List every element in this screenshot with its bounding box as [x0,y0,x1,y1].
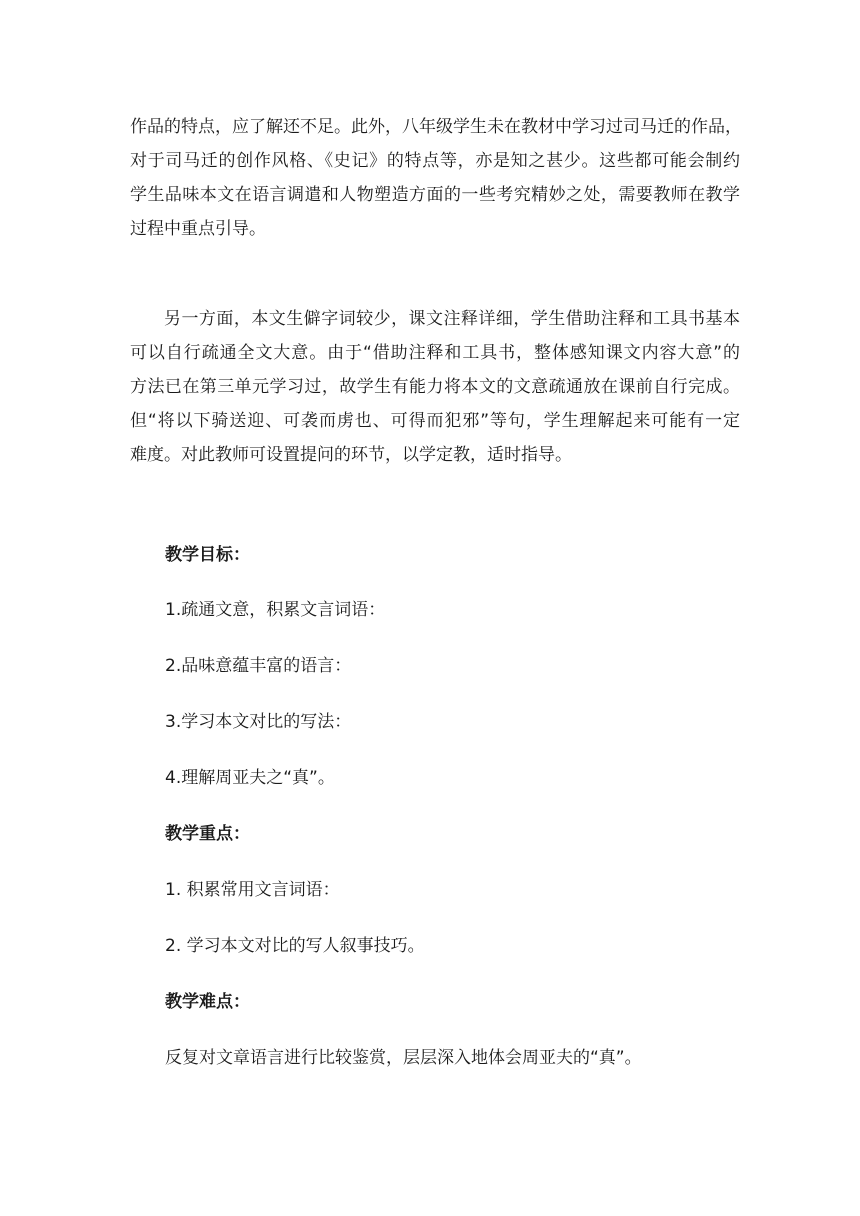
key-point-item-2: 2. 学习本文对比的写人叙事技巧。 [165,936,425,956]
paragraph-line: 方法已在第三单元学习过，故学生有能力将本文的文意疏通放在课前自行完成。 [130,377,740,397]
objective-item-3: 3.学习本文对比的写法： [165,712,352,732]
paragraph-text-difficulty [130,302,740,472]
objectives-heading: 教学目标： [165,545,250,565]
paragraph-line: 对于司马迁的创作风格、《史记》的特点等，亦是知之甚少。这些都可能会制约 [130,151,740,171]
paragraph-line: 可以自行疏通全文大意。由于“借助注释和工具书，整体感知课文内容大意”的 [130,343,740,363]
paragraph-line: 学生品味本文在语言调遣和人物塑造方面的一些考究精妙之处，需要教师在教学 [130,185,740,205]
key-points-heading: 教学重点： [165,824,250,844]
paragraph-line: 但“将以下骑送迎、可袭而虏也、可得而犯邪”等句，学生理解起来可能有一定 [130,411,740,431]
difficulty-text: 反复对文章语言进行比较鉴赏，层层深入地体会周亚夫的“真”。 [165,1048,642,1068]
key-point-item-1: 1. 积累常用文言词语： [165,880,340,900]
difficulties-heading: 教学难点： [165,992,250,1012]
paragraph-learner-analysis [130,110,740,246]
paragraph-line: 过程中重点引导。 [130,219,266,239]
objective-item-4: 4.理解周亚夫之“真”。 [165,768,335,788]
paragraph-line: 另一方面，本文生僻字词较少，课文注释详细，学生借助注释和工具书基本 [164,309,740,329]
paragraph-line: 作品的特点，应了解还不足。此外，八年级学生未在教材中学习过司马迁的作品， [130,117,742,137]
paragraph-line: 难度。对此教师可设置提问的环节，以学定教，适时指导。 [130,445,572,465]
objective-item-1: 1.疏通文意，积累文言词语： [165,600,386,620]
objective-item-2: 2.品味意蕴丰富的语言： [165,656,352,676]
